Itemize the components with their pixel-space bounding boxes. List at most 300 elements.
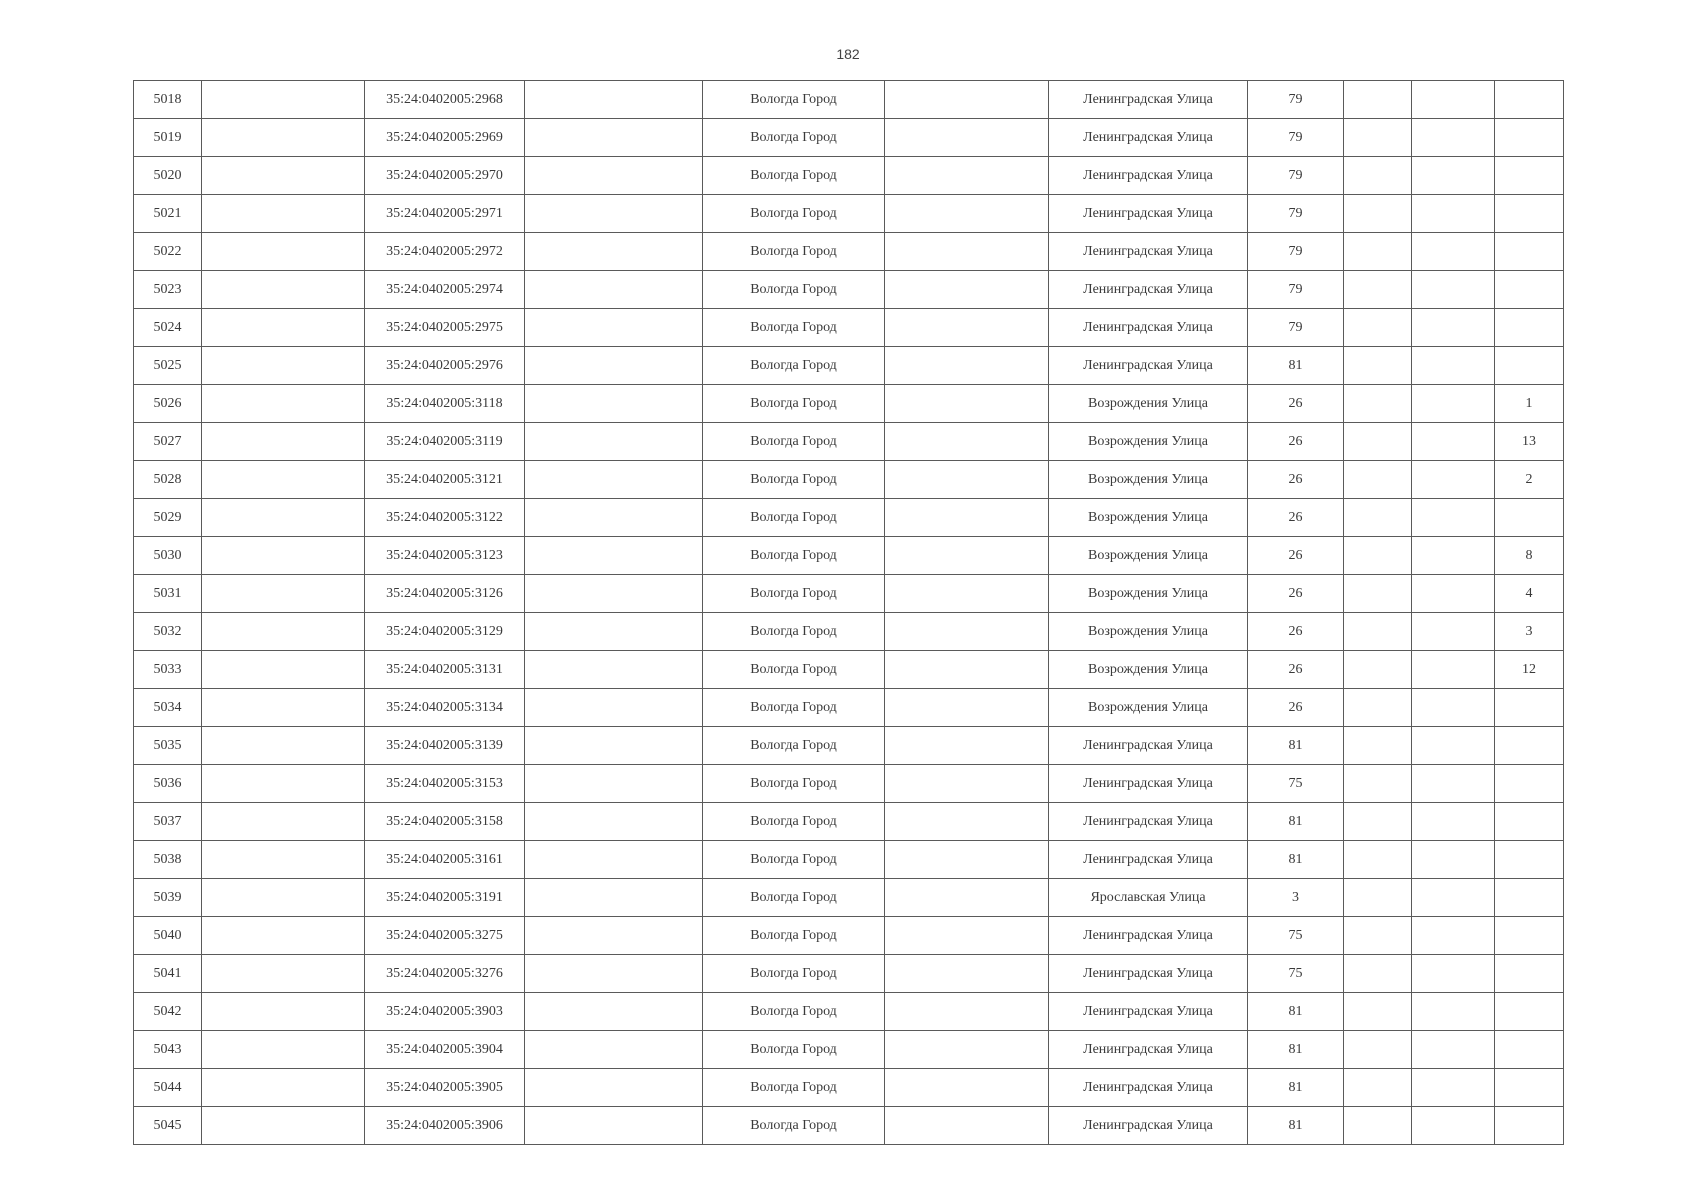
table-row — [134, 81, 1564, 119]
cell-street: Ленинградская Улица — [1049, 233, 1248, 271]
cell-street: Ленинградская Улица — [1049, 1069, 1248, 1107]
cell-empty — [885, 917, 1049, 955]
cell-apartment-number — [1495, 841, 1564, 879]
cell-city: Вологда Город — [703, 385, 885, 423]
cell-empty — [202, 1107, 365, 1145]
cell-apartment-number — [1495, 993, 1564, 1031]
cell-house-number: 26 — [1248, 461, 1344, 499]
table-row — [134, 575, 1564, 613]
cell-empty — [202, 993, 365, 1031]
cell-city: Вологда Город — [703, 575, 885, 613]
cell-street: Возрождения Улица — [1049, 689, 1248, 727]
table-row — [134, 1107, 1564, 1145]
table-row — [134, 309, 1564, 347]
cell-city: Вологда Город — [703, 1107, 885, 1145]
cell-empty — [525, 613, 703, 651]
cell-apartment-number — [1495, 347, 1564, 385]
cell-city: Вологда Город — [703, 195, 885, 233]
cell-empty — [885, 461, 1049, 499]
cell-empty — [1344, 1031, 1412, 1069]
cell-cadastral-number: 35:24:0402005:3158 — [365, 803, 525, 841]
cell-empty — [202, 689, 365, 727]
cell-empty — [1344, 423, 1412, 461]
cell-empty — [525, 765, 703, 803]
cell-apartment-number — [1495, 917, 1564, 955]
cell-house-number: 81 — [1248, 1031, 1344, 1069]
table-row — [134, 765, 1564, 803]
table-row — [134, 993, 1564, 1031]
page-number: 182 — [836, 46, 860, 62]
cell-empty — [1344, 271, 1412, 309]
cell-empty — [525, 689, 703, 727]
cell-empty — [1412, 423, 1495, 461]
cell-city: Вологда Город — [703, 1031, 885, 1069]
cell-apartment-number: 4 — [1495, 575, 1564, 613]
cell-empty — [885, 233, 1049, 271]
cell-empty — [202, 1069, 365, 1107]
cell-street: Ленинградская Улица — [1049, 81, 1248, 119]
cell-city: Вологда Город — [703, 309, 885, 347]
cell-empty — [202, 157, 365, 195]
cell-empty — [1412, 841, 1495, 879]
cell-row-number: 5020 — [134, 157, 202, 195]
cell-empty — [202, 119, 365, 157]
cell-empty — [1412, 917, 1495, 955]
cell-city: Вологда Город — [703, 955, 885, 993]
cell-empty — [202, 575, 365, 613]
cell-apartment-number — [1495, 1069, 1564, 1107]
table-row — [134, 917, 1564, 955]
cell-empty — [1344, 879, 1412, 917]
cell-empty — [525, 1069, 703, 1107]
cell-empty — [525, 385, 703, 423]
cell-empty — [1344, 575, 1412, 613]
table-row — [134, 461, 1564, 499]
cell-cadastral-number: 35:24:0402005:3126 — [365, 575, 525, 613]
cell-house-number: 79 — [1248, 271, 1344, 309]
cell-empty — [1412, 651, 1495, 689]
table-row — [134, 1031, 1564, 1069]
cell-cadastral-number: 35:24:0402005:3276 — [365, 955, 525, 993]
cell-empty — [1412, 195, 1495, 233]
cell-apartment-number — [1495, 309, 1564, 347]
cell-house-number: 79 — [1248, 195, 1344, 233]
cell-apartment-number — [1495, 195, 1564, 233]
cell-empty — [202, 537, 365, 575]
cell-empty — [885, 1031, 1049, 1069]
table-row — [134, 1069, 1564, 1107]
cell-empty — [885, 689, 1049, 727]
cell-house-number: 81 — [1248, 1069, 1344, 1107]
cell-apartment-number — [1495, 119, 1564, 157]
cell-empty — [525, 461, 703, 499]
cell-row-number: 5036 — [134, 765, 202, 803]
cell-empty — [525, 575, 703, 613]
table-body — [134, 81, 1564, 1145]
cell-street: Ленинградская Улица — [1049, 917, 1248, 955]
cell-empty — [1344, 499, 1412, 537]
table-row — [134, 271, 1564, 309]
cell-street: Ленинградская Улица — [1049, 841, 1248, 879]
cell-house-number: 79 — [1248, 309, 1344, 347]
table-row — [134, 613, 1564, 651]
cell-cadastral-number: 35:24:0402005:3123 — [365, 537, 525, 575]
table-row — [134, 233, 1564, 271]
cell-row-number: 5019 — [134, 119, 202, 157]
cell-street: Ленинградская Улица — [1049, 309, 1248, 347]
cell-empty — [885, 499, 1049, 537]
cell-row-number: 5035 — [134, 727, 202, 765]
cell-empty — [885, 195, 1049, 233]
cell-empty — [1412, 955, 1495, 993]
cell-empty — [1344, 309, 1412, 347]
cell-row-number: 5039 — [134, 879, 202, 917]
cell-empty — [1344, 803, 1412, 841]
cell-empty — [1344, 993, 1412, 1031]
cell-row-number: 5018 — [134, 81, 202, 119]
cell-cadastral-number: 35:24:0402005:2971 — [365, 195, 525, 233]
cell-apartment-number: 12 — [1495, 651, 1564, 689]
cell-house-number: 81 — [1248, 1107, 1344, 1145]
cell-cadastral-number: 35:24:0402005:3904 — [365, 1031, 525, 1069]
cell-empty — [525, 879, 703, 917]
cell-apartment-number: 2 — [1495, 461, 1564, 499]
cell-row-number: 5028 — [134, 461, 202, 499]
cell-row-number: 5031 — [134, 575, 202, 613]
cell-city: Вологда Город — [703, 879, 885, 917]
cell-street: Ленинградская Улица — [1049, 195, 1248, 233]
cell-empty — [1412, 157, 1495, 195]
cell-empty — [1412, 385, 1495, 423]
cell-empty — [525, 233, 703, 271]
cell-city: Вологда Город — [703, 803, 885, 841]
cell-empty — [1344, 119, 1412, 157]
cell-house-number: 26 — [1248, 651, 1344, 689]
cell-street: Ленинградская Улица — [1049, 1107, 1248, 1145]
cell-apartment-number: 8 — [1495, 537, 1564, 575]
cell-row-number: 5041 — [134, 955, 202, 993]
cell-row-number: 5021 — [134, 195, 202, 233]
cell-empty — [202, 1031, 365, 1069]
cell-empty — [202, 423, 365, 461]
cell-cadastral-number: 35:24:0402005:3139 — [365, 727, 525, 765]
cell-empty — [525, 309, 703, 347]
cell-row-number: 5037 — [134, 803, 202, 841]
cell-empty — [525, 917, 703, 955]
cell-cadastral-number: 35:24:0402005:2974 — [365, 271, 525, 309]
cell-empty — [1412, 765, 1495, 803]
cell-cadastral-number: 35:24:0402005:2976 — [365, 347, 525, 385]
cell-street: Ленинградская Улица — [1049, 765, 1248, 803]
cell-empty — [1344, 651, 1412, 689]
cell-row-number: 5044 — [134, 1069, 202, 1107]
cell-empty — [1412, 803, 1495, 841]
cell-empty — [1412, 347, 1495, 385]
cell-city: Вологда Город — [703, 271, 885, 309]
cell-row-number: 5034 — [134, 689, 202, 727]
cell-empty — [525, 1107, 703, 1145]
cell-apartment-number — [1495, 499, 1564, 537]
table-row — [134, 119, 1564, 157]
cell-empty — [1344, 841, 1412, 879]
cell-empty — [525, 499, 703, 537]
cell-cadastral-number: 35:24:0402005:3275 — [365, 917, 525, 955]
cell-row-number: 5023 — [134, 271, 202, 309]
cell-empty — [1344, 1069, 1412, 1107]
cell-empty — [525, 841, 703, 879]
cell-cadastral-number: 35:24:0402005:3906 — [365, 1107, 525, 1145]
cell-empty — [202, 765, 365, 803]
cell-apartment-number — [1495, 233, 1564, 271]
cell-city: Вологда Город — [703, 689, 885, 727]
cell-empty — [525, 423, 703, 461]
cell-cadastral-number: 35:24:0402005:3129 — [365, 613, 525, 651]
cell-street: Ленинградская Улица — [1049, 271, 1248, 309]
cell-empty — [1412, 575, 1495, 613]
table-row — [134, 803, 1564, 841]
cell-row-number: 5038 — [134, 841, 202, 879]
cell-cadastral-number: 35:24:0402005:3905 — [365, 1069, 525, 1107]
cell-cadastral-number: 35:24:0402005:2975 — [365, 309, 525, 347]
table-row — [134, 879, 1564, 917]
cell-city: Вологда Город — [703, 765, 885, 803]
cell-empty — [1344, 195, 1412, 233]
cell-empty — [525, 955, 703, 993]
cell-city: Вологда Город — [703, 423, 885, 461]
cell-house-number: 75 — [1248, 955, 1344, 993]
cell-empty — [1412, 461, 1495, 499]
table-row — [134, 423, 1564, 461]
cell-empty — [202, 879, 365, 917]
cell-empty — [885, 955, 1049, 993]
cell-empty — [202, 613, 365, 651]
cell-cadastral-number: 35:24:0402005:3161 — [365, 841, 525, 879]
table-row — [134, 955, 1564, 993]
cell-empty — [885, 347, 1049, 385]
cell-empty — [1412, 233, 1495, 271]
cell-house-number: 3 — [1248, 879, 1344, 917]
cell-empty — [525, 993, 703, 1031]
cell-cadastral-number: 35:24:0402005:2969 — [365, 119, 525, 157]
cell-street: Ленинградская Улица — [1049, 993, 1248, 1031]
cell-empty — [1412, 727, 1495, 765]
cell-empty — [202, 309, 365, 347]
cell-empty — [202, 195, 365, 233]
cell-house-number: 26 — [1248, 537, 1344, 575]
cell-empty — [1344, 727, 1412, 765]
cell-row-number: 5025 — [134, 347, 202, 385]
cell-city: Вологда Город — [703, 1069, 885, 1107]
cell-empty — [202, 461, 365, 499]
cell-empty — [1344, 917, 1412, 955]
cell-house-number: 79 — [1248, 81, 1344, 119]
cell-empty — [1344, 537, 1412, 575]
cell-apartment-number — [1495, 955, 1564, 993]
cell-city: Вологда Город — [703, 499, 885, 537]
cell-apartment-number: 13 — [1495, 423, 1564, 461]
table-row — [134, 727, 1564, 765]
cell-empty — [1344, 955, 1412, 993]
cell-cadastral-number: 35:24:0402005:2970 — [365, 157, 525, 195]
cell-empty — [1344, 233, 1412, 271]
cell-apartment-number — [1495, 727, 1564, 765]
cell-empty — [1412, 1031, 1495, 1069]
cell-empty — [525, 651, 703, 689]
cell-empty — [885, 309, 1049, 347]
cell-empty — [885, 119, 1049, 157]
cell-empty — [885, 651, 1049, 689]
cell-city: Вологда Город — [703, 613, 885, 651]
cell-row-number: 5033 — [134, 651, 202, 689]
cell-apartment-number — [1495, 765, 1564, 803]
cell-empty — [885, 993, 1049, 1031]
cell-empty — [1344, 1107, 1412, 1145]
cell-apartment-number — [1495, 689, 1564, 727]
cell-apartment-number — [1495, 1107, 1564, 1145]
cell-apartment-number — [1495, 1031, 1564, 1069]
cell-cadastral-number: 35:24:0402005:3131 — [365, 651, 525, 689]
cell-empty — [525, 195, 703, 233]
cell-empty — [202, 81, 365, 119]
cell-row-number: 5045 — [134, 1107, 202, 1145]
cell-street: Ленинградская Улица — [1049, 157, 1248, 195]
registry-table — [133, 80, 1564, 1145]
cell-street: Возрождения Улица — [1049, 537, 1248, 575]
cell-empty — [202, 347, 365, 385]
table-row — [134, 537, 1564, 575]
cell-street: Ленинградская Улица — [1049, 727, 1248, 765]
cell-empty — [525, 1031, 703, 1069]
cell-empty — [885, 423, 1049, 461]
cell-house-number: 81 — [1248, 347, 1344, 385]
table-row — [134, 385, 1564, 423]
cell-row-number: 5032 — [134, 613, 202, 651]
cell-street: Ленинградская Улица — [1049, 955, 1248, 993]
cell-city: Вологда Город — [703, 651, 885, 689]
cell-empty — [885, 575, 1049, 613]
cell-empty — [202, 917, 365, 955]
cell-empty — [525, 81, 703, 119]
cell-empty — [1344, 765, 1412, 803]
cell-empty — [885, 803, 1049, 841]
cell-street: Возрождения Улица — [1049, 499, 1248, 537]
cell-empty — [885, 727, 1049, 765]
cell-cadastral-number: 35:24:0402005:3903 — [365, 993, 525, 1031]
cell-city: Вологда Город — [703, 119, 885, 157]
cell-street: Возрождения Улица — [1049, 575, 1248, 613]
cell-apartment-number: 3 — [1495, 613, 1564, 651]
cell-street: Возрождения Улица — [1049, 613, 1248, 651]
cell-row-number: 5042 — [134, 993, 202, 1031]
cell-cadastral-number: 35:24:0402005:2968 — [365, 81, 525, 119]
cell-empty — [525, 537, 703, 575]
cell-empty — [525, 727, 703, 765]
cell-house-number: 75 — [1248, 765, 1344, 803]
cell-city: Вологда Город — [703, 461, 885, 499]
cell-cadastral-number: 35:24:0402005:3134 — [365, 689, 525, 727]
cell-cadastral-number: 35:24:0402005:3122 — [365, 499, 525, 537]
cell-house-number: 26 — [1248, 613, 1344, 651]
cell-cadastral-number: 35:24:0402005:3119 — [365, 423, 525, 461]
cell-house-number: 79 — [1248, 157, 1344, 195]
cell-empty — [885, 765, 1049, 803]
cell-empty — [1412, 993, 1495, 1031]
cell-empty — [1412, 499, 1495, 537]
cell-empty — [1412, 81, 1495, 119]
cell-apartment-number — [1495, 271, 1564, 309]
cell-row-number: 5029 — [134, 499, 202, 537]
cell-empty — [202, 233, 365, 271]
cell-street: Возрождения Улица — [1049, 423, 1248, 461]
cell-house-number: 79 — [1248, 119, 1344, 157]
cell-empty — [885, 157, 1049, 195]
cell-street: Ленинградская Улица — [1049, 1031, 1248, 1069]
cell-empty — [1344, 347, 1412, 385]
cell-empty — [202, 499, 365, 537]
cell-city: Вологда Город — [703, 841, 885, 879]
cell-street: Возрождения Улица — [1049, 385, 1248, 423]
cell-house-number: 81 — [1248, 803, 1344, 841]
cell-empty — [1412, 1107, 1495, 1145]
cell-empty — [885, 271, 1049, 309]
cell-city: Вологда Город — [703, 157, 885, 195]
cell-empty — [202, 727, 365, 765]
cell-empty — [202, 385, 365, 423]
table-row — [134, 499, 1564, 537]
cell-empty — [885, 1069, 1049, 1107]
cell-cadastral-number: 35:24:0402005:2972 — [365, 233, 525, 271]
cell-empty — [525, 271, 703, 309]
cell-city: Вологда Город — [703, 347, 885, 385]
cell-row-number: 5026 — [134, 385, 202, 423]
cell-empty — [1412, 537, 1495, 575]
cell-empty — [1412, 309, 1495, 347]
cell-city: Вологда Город — [703, 727, 885, 765]
cell-empty — [1412, 1069, 1495, 1107]
cell-empty — [1344, 613, 1412, 651]
cell-street: Ленинградская Улица — [1049, 347, 1248, 385]
cell-street: Ярославская Улица — [1049, 879, 1248, 917]
cell-apartment-number — [1495, 157, 1564, 195]
cell-house-number: 79 — [1248, 233, 1344, 271]
cell-street: Ленинградская Улица — [1049, 119, 1248, 157]
cell-city: Вологда Город — [703, 233, 885, 271]
cell-empty — [885, 613, 1049, 651]
cell-house-number: 26 — [1248, 499, 1344, 537]
cell-row-number: 5030 — [134, 537, 202, 575]
cell-house-number: 26 — [1248, 423, 1344, 461]
cell-row-number: 5040 — [134, 917, 202, 955]
cell-house-number: 81 — [1248, 993, 1344, 1031]
cell-street: Возрождения Улица — [1049, 461, 1248, 499]
cell-street: Ленинградская Улица — [1049, 803, 1248, 841]
cell-empty — [202, 271, 365, 309]
cell-row-number: 5024 — [134, 309, 202, 347]
cell-empty — [1344, 689, 1412, 727]
cell-house-number: 26 — [1248, 575, 1344, 613]
cell-row-number: 5022 — [134, 233, 202, 271]
cell-empty — [525, 157, 703, 195]
table-row — [134, 689, 1564, 727]
cell-empty — [1412, 271, 1495, 309]
cell-empty — [885, 1107, 1049, 1145]
cell-house-number: 81 — [1248, 841, 1344, 879]
cell-empty — [1344, 81, 1412, 119]
cell-city: Вологда Город — [703, 993, 885, 1031]
cell-empty — [1412, 879, 1495, 917]
cell-empty — [202, 841, 365, 879]
cell-empty — [885, 841, 1049, 879]
